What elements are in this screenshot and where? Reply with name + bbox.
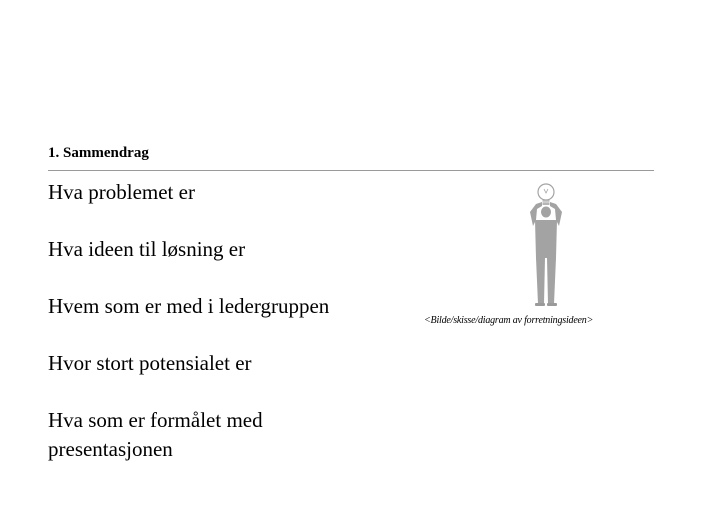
section-title: 1. Sammendrag (48, 145, 149, 161)
title-divider (48, 170, 654, 171)
summary-point-solution: Hva ideen til løsning er (48, 237, 246, 261)
summary-points (48, 178, 388, 492)
summary-point-potential: Hvor stort potensialet er (48, 351, 252, 375)
illustration-caption: <Bilde/skisse/diagram av forretningsideen> (424, 315, 594, 326)
person-with-lightbulb-icon (520, 178, 566, 308)
summary-point-management: Hvem som er med i ledergruppen (48, 294, 330, 318)
summary-point-purpose: Hva som er formålet med presentasjonen (48, 408, 263, 461)
summary-point-problem: Hva problemet er (48, 180, 195, 204)
